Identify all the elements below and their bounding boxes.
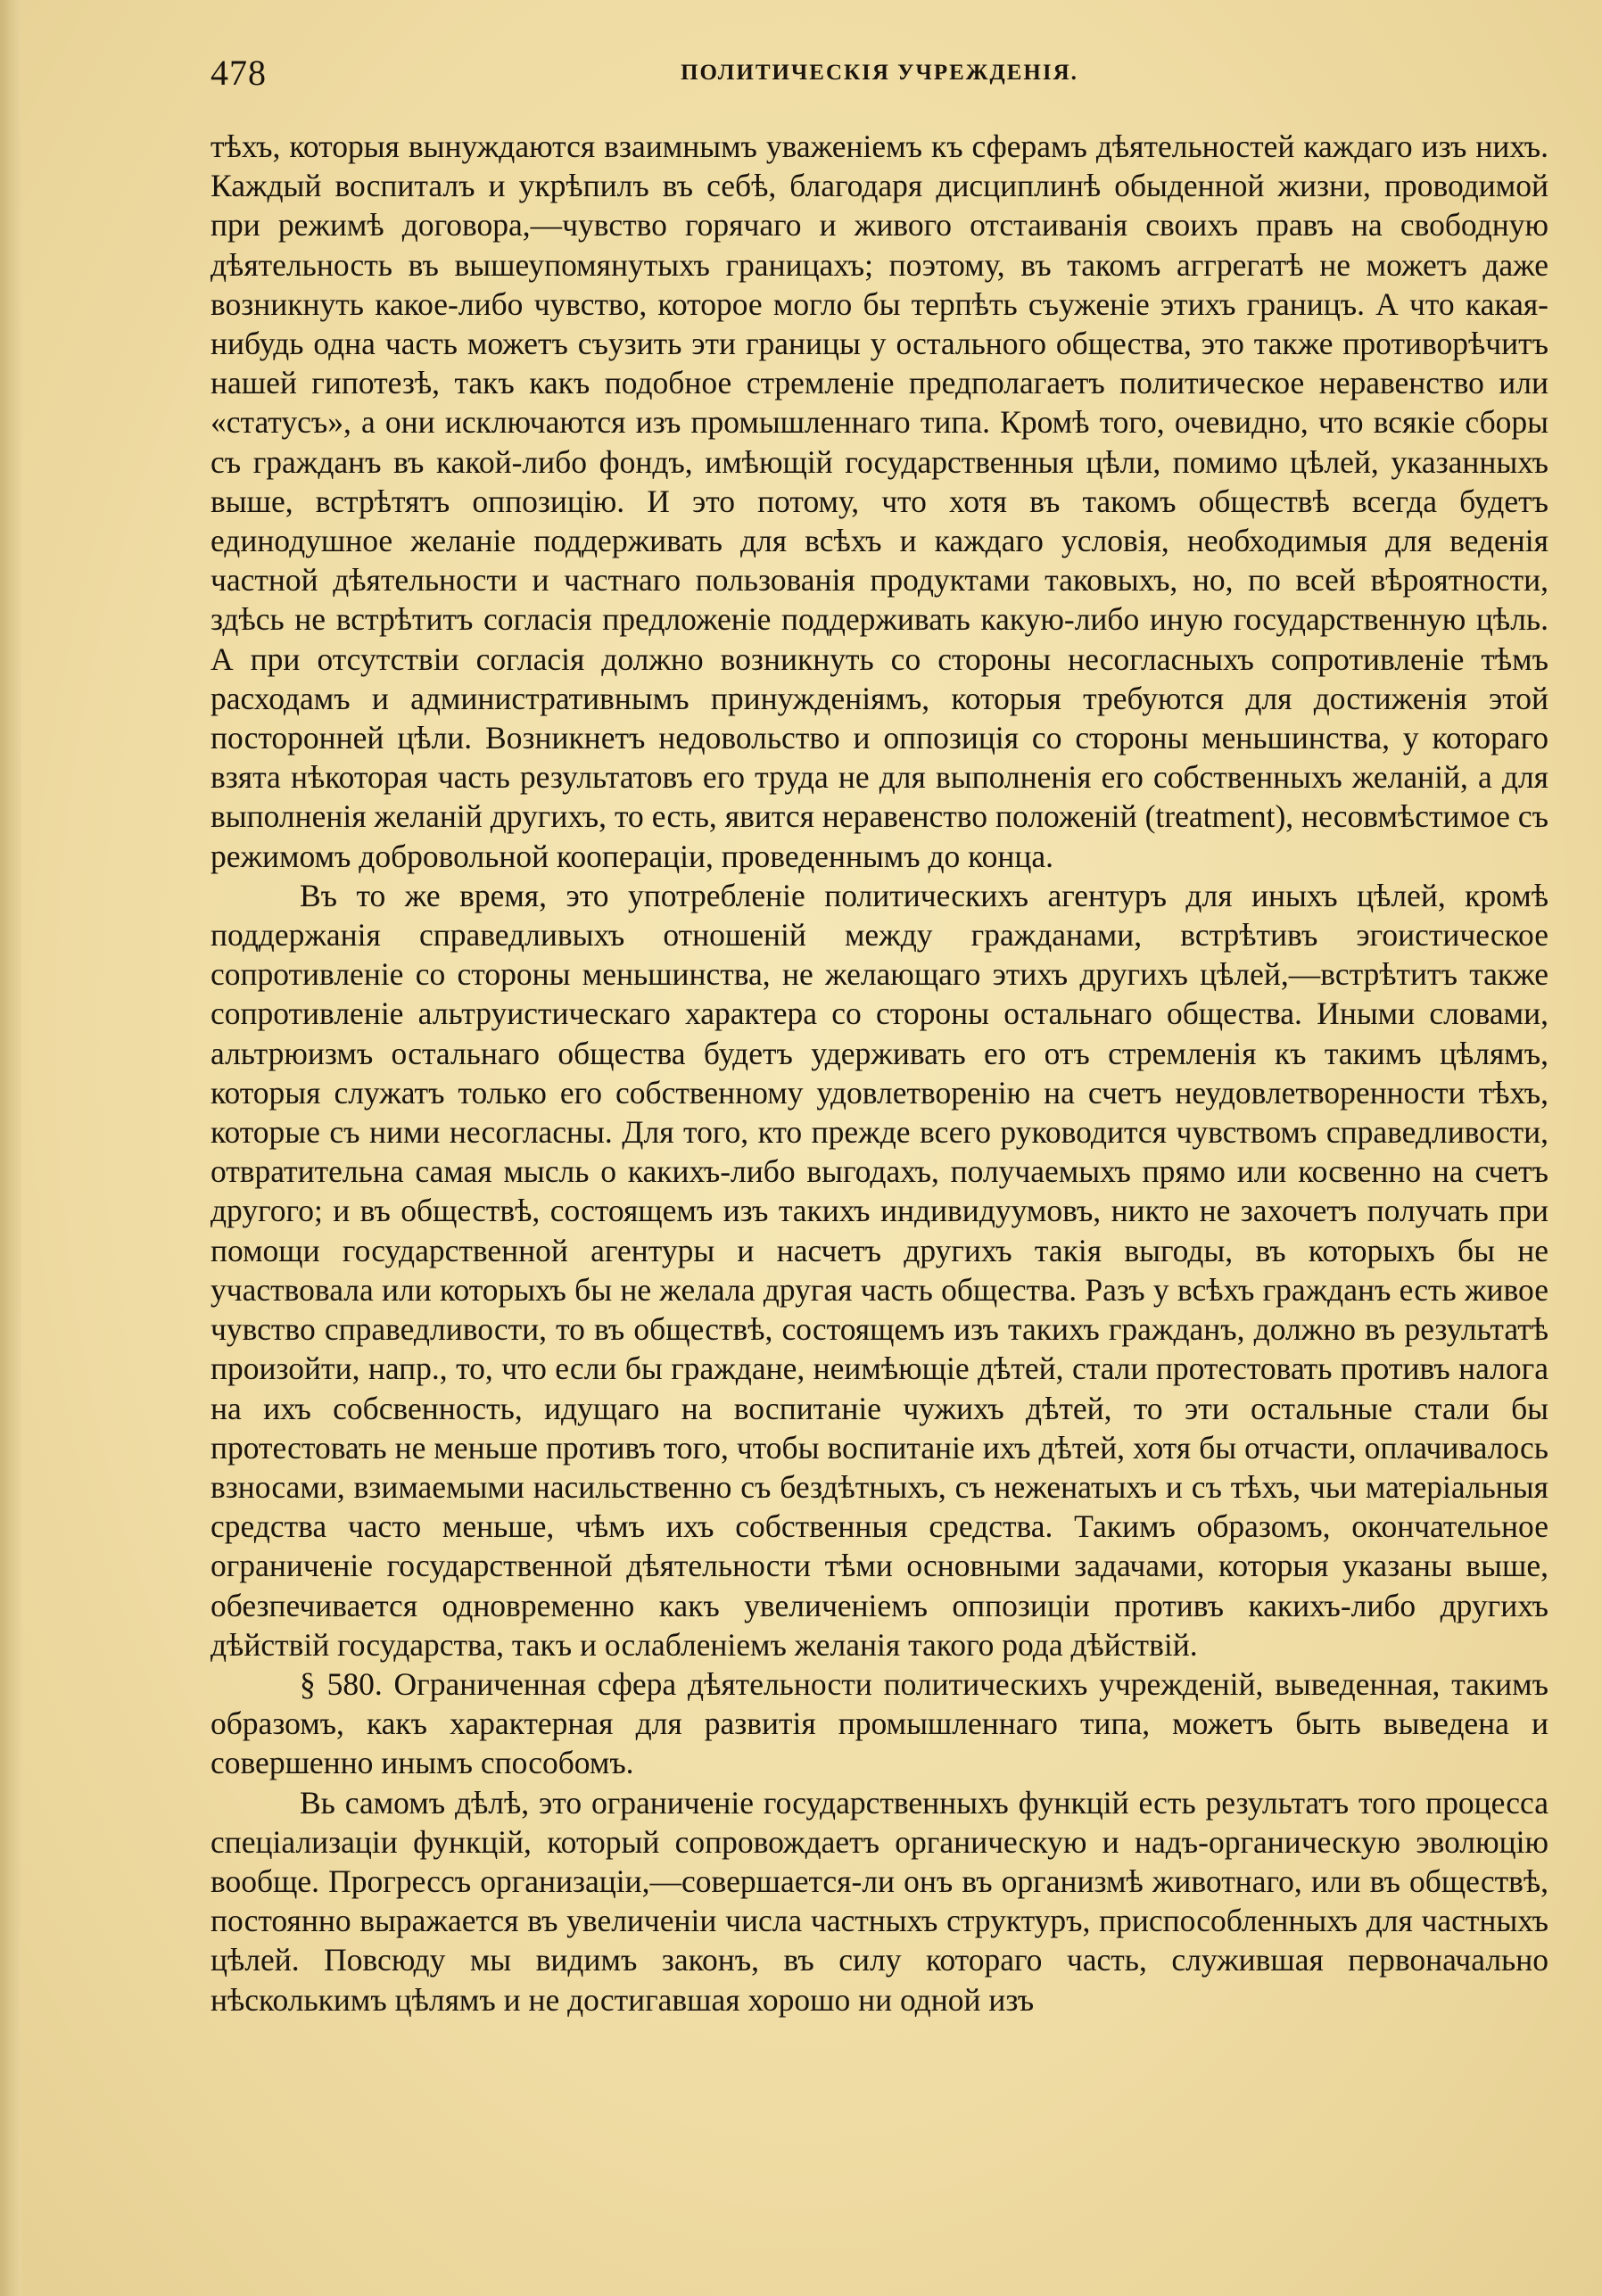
paragraph-2: Въ то же время, это употребленіе политическихъ агентуръ для иныхъ цѣлей, кромѣ поддержанія справедливыхъ отношеній между гражданами, встрѣтивъ эгоистическое сопротивленіе со стороны меньшинства, не желающаго этихъ другихъ цѣлей,—встрѣтитъ также сопротивленіе альтруистическаго характера со стороны остальнаго общества. Иными словами, альтрюизмъ остальнаго общества будетъ удерживать его отъ стремленія къ такимъ цѣлямъ, которыя служатъ только его собственному удовлетворенію на счетъ неудовлетворенности тѣхъ, которые съ ними несогласны. Для того, кто прежде всего руководится чувствомъ справедливости, отвратительна самая мысль о какихъ-либо выгодахъ, получаемыхъ прямо или косвенно на счетъ другого; и въ обществѣ, состоящемъ изъ такихъ индивидуумовъ, никто не захочетъ получать при помощи государственной агентуры и насчетъ другихъ такія выгоды, въ которыхъ бы не участвовала или которыхъ бы не желала другая часть общества. Разъ у всѣхъ гражданъ есть живое чувство справедливости, то въ обществѣ, состоящемъ изъ такихъ гражданъ, должно въ результатѣ произойти, напр., то, что если бы граждане, неимѣющіе дѣтей, стали протестовать противъ налога на ихъ собсвенность, идущаго на воспитаніе чужихъ дѣтей, то эти остальные стали бы протестовать не меньше противъ того, чтобы воспитаніе ихъ дѣтей, хотя бы отчасти, оплачивалось взносами, взимаемыми насильственно съ бездѣтныхъ, съ неженатыхъ и съ тѣхъ, чьи матеріальныя средства часто меньше, чѣмъ ихъ собственныя средства. Такимъ образомъ, окончательное ограниченіе государственной дѣятельности тѣми основными задачами, которыя указаны выше, обезпечивается одновременно какъ увеличеніемъ оппозиціи противъ какихъ-либо другихъ дѣйствій государства, такъ и ослабленіемъ желанія такого рода дѣйствій. bbox=[211, 877, 1548, 1663]
body-text bbox=[211, 127, 1548, 2019]
spine-shadow bbox=[0, 0, 21, 2296]
paragraph-4: Вь самомъ дѣлѣ, это ограниченіе государственныхъ функцій есть результатъ того процесса спеціализаціи функцій, который сопровождаетъ органическую и надъ-органическую эволюцію вообще. Прогрессъ организаціи,—совершается-ли онъ въ организмѣ животнаго, или въ обществѣ, постоянно выражается въ увеличеніи числа частныхъ структуръ, приспособленныхъ для частныхъ цѣлей. Повсюду мы видимъ законъ, въ силу котораго часть, служившая первоначально нѣсколькимъ цѣлямъ и не достигавшая хорошо ни одной изъ bbox=[211, 1784, 1548, 2018]
paragraph-1: тѣхъ, которыя вынуждаются взаимнымъ уваженіемъ къ сферамъ дѣятельностей каждаго изъ нихъ. Каждый воспиталъ и укрѣпилъ въ себѣ, благодаря дисциплинѣ обыденной жизни, проводимой при режимѣ договора,—чувство горячаго и живого отстаиванія своихъ правъ на свободную дѣятельность въ вышеупомянутыхъ границахъ; поэтому, въ такомъ аггрегатѣ не можетъ даже возникнуть какое-либо чувство, которое могло бы терпѣть съуженіе этихъ границъ. А что какая-нибудь одна часть можетъ съузить эти границы у остального общества, это также противорѣчитъ нашей гипотезѣ, такъ какъ подобное стремленіе предполагаетъ политическое неравенство или «статусъ», а они исключаются изъ промышленнаго типа. Кромѣ того, очевидно, что всякіе сборы съ гражданъ въ какой-либо фондъ, имѣющій государственныя цѣли, помимо цѣлей, указанныхъ выше, встрѣтятъ оппозицію. И это потому, что хотя въ такомъ обществѣ всегда будетъ единодушное желаніе поддерживать для всѣхъ и каждаго условія, необходимыя для веденія частной дѣятельности и частнаго пользованія продуктами таковыхъ, но, по всей вѣроятности, здѣсь не встрѣтитъ согласія предложеніе поддерживать какую-либо иную государственную цѣль. А при отсутствіи согласія должно возникнуть со стороны несогласныхъ сопротивленіе тѣмъ расходамъ и административнымъ принужденіямъ, которыя требуются для достиженія этой посторонней цѣли. Возникнетъ недовольство и оппозиція со стороны меньшинства, у котораго взята нѣкоторая часть результатовъ его труда не для выполненія его собственныхъ желаній, а для выполненія желаній другихъ, то есть, явится неравенство положеній (treatment), несовмѣстимое съ режимомъ добровольной кооперацiи, проведеннымъ до конца. bbox=[211, 128, 1548, 874]
page-number: 478 bbox=[211, 53, 267, 93]
page-header bbox=[211, 52, 1548, 105]
paragraph-3-section-580: § 580. Ограниченная сфера дѣятельности политическихъ учрежденій, выведенная, такимъ образомъ, какъ характерная для развитія промышленнаго типа, можетъ быть выведена и совершенно инымъ способомъ. bbox=[211, 1665, 1548, 1781]
running-head: ПОЛИТИЧЕСКІЯ УЧРЕЖДЕНІЯ. bbox=[681, 61, 1078, 85]
